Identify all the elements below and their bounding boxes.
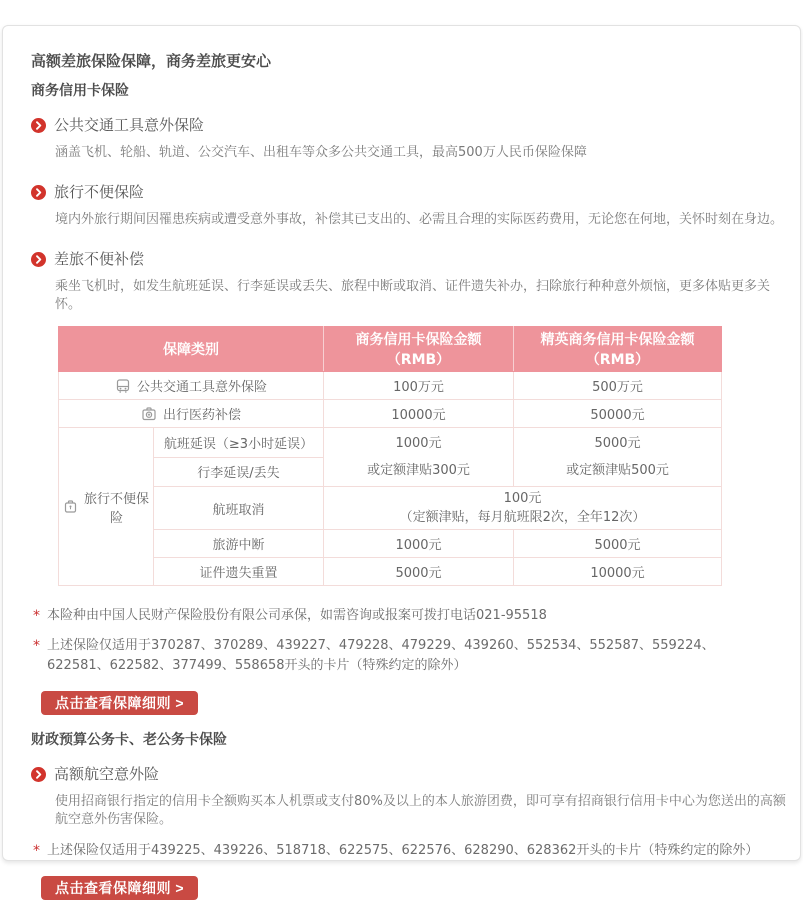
value-elite: 10000元 bbox=[514, 558, 722, 586]
value-business: 10000元 bbox=[324, 400, 514, 428]
value-elite: 5000元 或定额津贴500元 bbox=[514, 428, 722, 487]
red-chevron-circle-icon bbox=[31, 118, 46, 133]
table-row-trip-interrupt bbox=[59, 530, 722, 558]
section-title: 高额航空意外险 bbox=[54, 765, 160, 783]
insurance-benefits-table bbox=[58, 326, 722, 586]
insurance-panel bbox=[2, 25, 801, 896]
red-chevron-circle-icon bbox=[31, 252, 46, 267]
section-desc: 涵盖飞机、轮船、轨道、公交汽车、出租车等众多公共交通工具，最高500万人民币保险保障 bbox=[55, 145, 587, 160]
subtitle-business-card-insurance: 商务信用卡保险 bbox=[31, 83, 129, 99]
row-label: 旅游中断 bbox=[154, 530, 324, 558]
section-air-accident bbox=[31, 765, 772, 783]
value-merged: 100元 （定额津贴，每月航班限2次，全年12次） bbox=[324, 487, 722, 530]
value-business: 5000元 bbox=[324, 558, 514, 586]
group-label: 旅行不便保险 bbox=[84, 491, 150, 526]
col-header-elite-card: 精英商务信用卡保险金额（RMB） bbox=[514, 327, 722, 372]
row-label: 航班取消 bbox=[154, 487, 324, 530]
value-elite: 5000元 bbox=[514, 530, 722, 558]
section-transport-accident bbox=[31, 116, 772, 134]
red-chevron-circle-icon bbox=[31, 767, 46, 782]
section-travel-inconvenience bbox=[31, 183, 772, 201]
col-header-category: 保障类别 bbox=[59, 327, 324, 372]
page-title: 高额差旅保险保障，商务差旅更安心 bbox=[31, 52, 272, 70]
value-business: 100万元 bbox=[324, 372, 514, 400]
table-row-document-loss bbox=[59, 558, 722, 586]
subtitle-government-card-insurance: 财政预算公务卡、老公务卡保险 bbox=[31, 732, 227, 748]
footnote-card-bins-business: * 上述保险仅适用于370287、370289、439227、479228、479229、439260、552534、552587、559224、622581、622582、377499、558658开头的卡片（特殊约定的除外） bbox=[33, 636, 775, 676]
table-row-medical bbox=[59, 400, 722, 428]
row-label: 出行医药补偿 bbox=[162, 408, 241, 423]
value-business: 1000元 bbox=[324, 530, 514, 558]
table-header-row bbox=[59, 327, 722, 372]
row-label: 行李延误/丢失 bbox=[154, 457, 324, 487]
section-trip-compensation bbox=[31, 250, 772, 268]
view-detail-button[interactable]: 点击查看保障细则 > bbox=[41, 876, 198, 900]
value-business: 1000元 或定额津贴300元 bbox=[324, 428, 514, 487]
footnote-card-bins-government: * 上述保险仅适用于439225、439226、518718、622575、622576、628290、628362开头的卡片（特殊约定的除外） bbox=[33, 843, 759, 859]
section-desc: 使用招商银行指定的信用卡全额购买本人机票或支付80%及以上的本人旅游团费，即可享有招商银行信用卡中心为您送出的高额航空意外伤害保险。 bbox=[55, 794, 786, 827]
section-title: 差旅不便补偿 bbox=[54, 250, 145, 268]
row-label: 航班延误（≥3小时延误） bbox=[154, 428, 324, 458]
value-elite: 50000元 bbox=[514, 400, 722, 428]
red-chevron-circle-icon bbox=[31, 185, 46, 200]
row-label: 公共交通工具意外保险 bbox=[136, 380, 267, 395]
asterisk: * bbox=[33, 608, 40, 624]
section-title: 旅行不便保险 bbox=[54, 183, 145, 201]
bus-icon bbox=[115, 378, 131, 394]
medkit-icon bbox=[141, 406, 157, 422]
section-title: 公共交通工具意外保险 bbox=[54, 116, 205, 134]
suitcase-icon bbox=[63, 499, 78, 514]
table-row-flight-cancel bbox=[59, 487, 722, 530]
section-desc: 境内外旅行期间因罹患疾病或遭受意外事故，补偿其已支出的、必需且合理的实际医药费用，无论您在何地，关怀时刻在身边。 bbox=[55, 212, 784, 227]
view-detail-button[interactable]: 点击查看保障细则 > bbox=[41, 691, 198, 715]
asterisk: * bbox=[33, 843, 40, 859]
row-label: 证件遗失重置 bbox=[154, 558, 324, 586]
value-elite: 500万元 bbox=[514, 372, 722, 400]
table-row-flight-delay bbox=[59, 428, 722, 458]
section-desc: 乘坐飞机时，如发生航班延误、行李延误或丢失、旅程中断或取消、证件遗失补办，扫除旅行种种意外烦恼，更多体贴更多关怀。 bbox=[55, 279, 771, 312]
asterisk: * bbox=[33, 638, 40, 654]
col-header-business-card: 商务信用卡保险金额（RMB） bbox=[324, 327, 514, 372]
table-row-transport bbox=[59, 372, 722, 400]
footnote-underwriter: * 本险种由中国人民财产保险股份有限公司承保，如需咨询或报案可拨打电话021-95518 bbox=[33, 608, 547, 624]
